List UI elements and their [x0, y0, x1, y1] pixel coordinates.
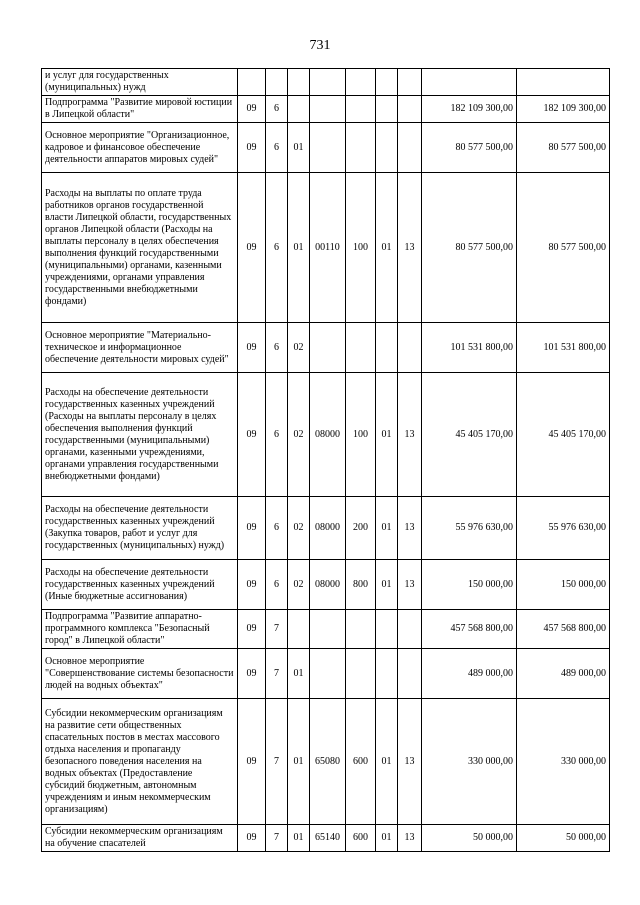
row-name: Расходы на обеспечение деятельности государственных казенных учреждений (Расходы на выплаты персоналу в целях обеспечения выполнения функций государственными (муниципальными) органами, казенными учреждениями, органами управления государственными внебюджетными фондами) — [42, 373, 238, 497]
cell-subsection: 13 — [398, 825, 422, 852]
cell-sum-year2: 101 531 800,00 — [517, 323, 610, 373]
cell-sum-year2: 182 109 300,00 — [517, 96, 610, 123]
row-name: Расходы на обеспечение деятельности государственных казенных учреждений (Иные бюджетные ассигнования) — [42, 560, 238, 610]
row-name: и услуг для государственных (муниципальных) нужд — [42, 69, 238, 96]
cell-sum-year1: 80 577 500,00 — [422, 123, 517, 173]
cell-ministry: 09 — [238, 123, 266, 173]
cell-activity: 02 — [288, 373, 310, 497]
cell-direction — [310, 323, 346, 373]
cell-direction: 65080 — [310, 699, 346, 825]
cell-sum-year1: 45 405 170,00 — [422, 373, 517, 497]
cell-sum-year1: 55 976 630,00 — [422, 497, 517, 560]
cell-expense-type — [346, 649, 376, 699]
cell-subprogram: 7 — [266, 649, 288, 699]
table-row — [42, 123, 610, 173]
cell-activity: 02 — [288, 497, 310, 560]
cell-subprogram — [266, 69, 288, 96]
cell-activity — [288, 69, 310, 96]
row-name: Основное мероприятие "Организационное, кадровое и финансовое обеспечение деятельности аппаратов мировых судей" — [42, 123, 238, 173]
cell-subsection — [398, 69, 422, 96]
cell-ministry: 09 — [238, 323, 266, 373]
cell-subprogram: 7 — [266, 699, 288, 825]
cell-activity: 02 — [288, 323, 310, 373]
cell-sum-year2 — [517, 69, 610, 96]
row-name: Основное мероприятие "Совершенствование системы безопасности людей на водных объектах" — [42, 649, 238, 699]
cell-subsection: 13 — [398, 173, 422, 323]
cell-expense-type — [346, 96, 376, 123]
cell-direction — [310, 610, 346, 649]
table-row — [42, 96, 610, 123]
cell-sum-year1: 80 577 500,00 — [422, 173, 517, 323]
cell-section — [376, 323, 398, 373]
cell-sum-year2: 150 000,00 — [517, 560, 610, 610]
row-name: Субсидии некоммерческим организациям на обучение спасателей — [42, 825, 238, 852]
cell-sum-year2: 330 000,00 — [517, 699, 610, 825]
cell-section: 01 — [376, 373, 398, 497]
table-row — [42, 173, 610, 323]
cell-subsection — [398, 123, 422, 173]
cell-sum-year1 — [422, 69, 517, 96]
row-name: Подпрограмма "Развитие аппаратно-программного комплекса "Безопасный город" в Липецкой области" — [42, 610, 238, 649]
cell-sum-year1: 150 000,00 — [422, 560, 517, 610]
cell-ministry: 09 — [238, 610, 266, 649]
cell-subprogram: 6 — [266, 560, 288, 610]
table-row — [42, 373, 610, 497]
cell-subprogram: 6 — [266, 96, 288, 123]
cell-section: 01 — [376, 173, 398, 323]
cell-sum-year1: 330 000,00 — [422, 699, 517, 825]
table-row — [42, 497, 610, 560]
cell-activity: 01 — [288, 649, 310, 699]
cell-subsection — [398, 96, 422, 123]
cell-subsection: 13 — [398, 699, 422, 825]
cell-expense-type: 100 — [346, 373, 376, 497]
cell-activity: 01 — [288, 173, 310, 323]
cell-sum-year1: 50 000,00 — [422, 825, 517, 852]
cell-ministry: 09 — [238, 560, 266, 610]
cell-ministry: 09 — [238, 825, 266, 852]
cell-section: 01 — [376, 560, 398, 610]
row-name: Расходы на обеспечение деятельности государственных казенных учреждений (Закупка товаров, работ и услуг для государственных (муниципальных) нужд) — [42, 497, 238, 560]
cell-expense-type: 800 — [346, 560, 376, 610]
cell-direction: 00110 — [310, 173, 346, 323]
cell-expense-type — [346, 69, 376, 96]
cell-ministry: 09 — [238, 373, 266, 497]
cell-sum-year2: 80 577 500,00 — [517, 173, 610, 323]
cell-subsection: 13 — [398, 497, 422, 560]
cell-expense-type — [346, 123, 376, 173]
cell-sum-year2: 55 976 630,00 — [517, 497, 610, 560]
cell-activity — [288, 610, 310, 649]
row-name: Субсидии некоммерческим организациям на развитие сети общественных спасательных постов в местах массового отдыха населения и пропаганду безопасного поведения населения на водных объектах (Предоставление субсидий бюджетным, автономным учреждениям и иным некоммерческим организациям) — [42, 699, 238, 825]
cell-subprogram: 6 — [266, 173, 288, 323]
cell-direction — [310, 96, 346, 123]
cell-subprogram: 6 — [266, 123, 288, 173]
cell-sum-year2: 457 568 800,00 — [517, 610, 610, 649]
cell-expense-type: 600 — [346, 825, 376, 852]
cell-section — [376, 610, 398, 649]
cell-direction — [310, 69, 346, 96]
table-row — [42, 610, 610, 649]
cell-section: 01 — [376, 699, 398, 825]
cell-section — [376, 96, 398, 123]
cell-ministry — [238, 69, 266, 96]
cell-direction: 65140 — [310, 825, 346, 852]
table-row — [42, 69, 610, 96]
cell-subprogram: 6 — [266, 323, 288, 373]
cell-sum-year1: 182 109 300,00 — [422, 96, 517, 123]
cell-expense-type: 200 — [346, 497, 376, 560]
cell-expense-type — [346, 323, 376, 373]
cell-section — [376, 69, 398, 96]
table-row — [42, 649, 610, 699]
cell-ministry: 09 — [238, 649, 266, 699]
cell-direction — [310, 649, 346, 699]
cell-activity: 01 — [288, 825, 310, 852]
cell-ministry: 09 — [238, 96, 266, 123]
cell-section: 01 — [376, 825, 398, 852]
table-row — [42, 699, 610, 825]
cell-subprogram: 6 — [266, 373, 288, 497]
cell-subsection: 13 — [398, 373, 422, 497]
cell-subprogram: 7 — [266, 825, 288, 852]
row-name: Основное мероприятие "Материально-техническое и информационное обеспечение деятельности мировых судей" — [42, 323, 238, 373]
budget-table — [41, 68, 610, 852]
cell-direction — [310, 123, 346, 173]
cell-sum-year1: 489 000,00 — [422, 649, 517, 699]
page-number: 731 — [309, 38, 331, 53]
cell-subprogram: 7 — [266, 610, 288, 649]
cell-sum-year2: 489 000,00 — [517, 649, 610, 699]
cell-sum-year2: 45 405 170,00 — [517, 373, 610, 497]
cell-direction: 08000 — [310, 497, 346, 560]
cell-ministry: 09 — [238, 699, 266, 825]
cell-subsection — [398, 323, 422, 373]
cell-section — [376, 649, 398, 699]
cell-subsection — [398, 610, 422, 649]
cell-expense-type: 600 — [346, 699, 376, 825]
table-row — [42, 560, 610, 610]
cell-activity — [288, 96, 310, 123]
cell-subprogram: 6 — [266, 497, 288, 560]
cell-ministry: 09 — [238, 497, 266, 560]
cell-section: 01 — [376, 497, 398, 560]
cell-activity: 01 — [288, 123, 310, 173]
cell-sum-year1: 457 568 800,00 — [422, 610, 517, 649]
cell-direction: 08000 — [310, 373, 346, 497]
row-name: Расходы на выплаты по оплате труда работников органов государственной власти Липецкой области, государственных органов Липецкой области (Расходы на выплаты персоналу в целях обеспечения выполнения функций государственными (муниципальными) органами, казенными учреждениями, органами управления государственными внебюджетными фондами) — [42, 173, 238, 323]
cell-sum-year2: 80 577 500,00 — [517, 123, 610, 173]
cell-subsection — [398, 649, 422, 699]
cell-sum-year2: 50 000,00 — [517, 825, 610, 852]
cell-direction: 08000 — [310, 560, 346, 610]
cell-subsection: 13 — [398, 560, 422, 610]
cell-section — [376, 123, 398, 173]
cell-activity: 01 — [288, 699, 310, 825]
cell-expense-type — [346, 610, 376, 649]
cell-sum-year1: 101 531 800,00 — [422, 323, 517, 373]
cell-activity: 02 — [288, 560, 310, 610]
table-row — [42, 825, 610, 852]
cell-expense-type: 100 — [346, 173, 376, 323]
table-row — [42, 323, 610, 373]
row-name: Подпрограмма "Развитие мировой юстиции в Липецкой области" — [42, 96, 238, 123]
cell-ministry: 09 — [238, 173, 266, 323]
